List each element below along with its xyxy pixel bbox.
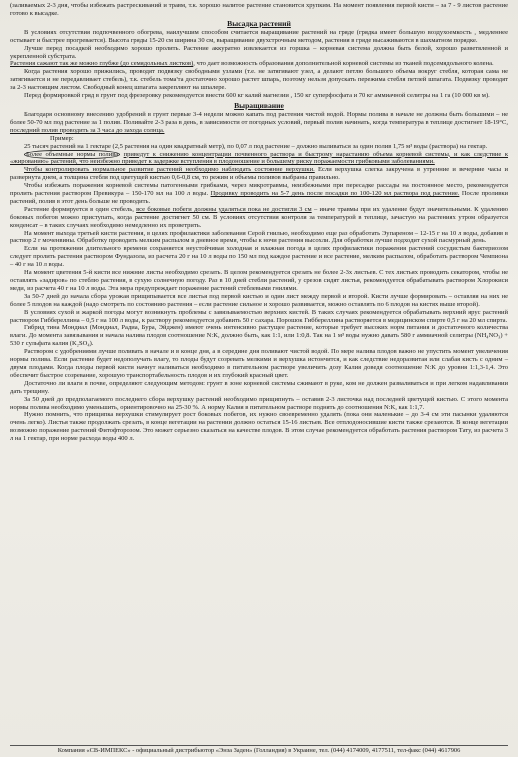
planting-paragraph-2: Лучше перед посадкой необходимо хорошо пролить. Растение аккуратно извлекается из горшка – корневая система должна быть белой, хорошо разветвленной и укрепленной субстрата.	[10, 44, 508, 60]
growing-paragraph-9: На момент цветения 5-й кисти все нижние листы необходимо срезать. В целом рекомендуется срезать не более 2-3х листьев. С тех листьях проводить секатором, чтобы не оставлять «задиров» по стеблю растения, в сухую солнечную погоду. Раз в 10 дней стебли растений, у срезов сидят листья, рекомендуется обрабатывать раствором Хлорокиси меди, из расчета 40 г на 10 л воды. Эта мера предупреждает поражение растений стеблевыми гнилями.	[10, 269, 508, 292]
growing-paragraph-16: Нужно помнить, что прищипка верхушки стимулирует рост боковых побегов, их нужно своевременно удалять (пока они маленькие – до 3-4 см эти пасынки удаляются очень легко). Листья также продолжать срезать, в конце вегетации на растении должно остаться 15-16 листьев. Все отплодоносившие кисти также срезаются. В конце вегетации возможно поражение растений Фитофторозом. Это может серьезно сказаться на качестве плодов. В этом случае рекомендуется обработать растения раствором Тату, из расчета 3 л на 1 гектар, при норме расхода воды 400 л.	[10, 411, 508, 443]
growing-paragraph-2: 25 тысяч растений на 1 гектаре (2,5 растения на один квадратный метр), по 0,07 л под растение – должно выливаться за один полив 1,75 м³ воды (раствора) на гектар.	[24, 142, 488, 150]
growing-paragraph-5-text: Чтобы избежать поражения корневой системы патогенными грибками, через микротравмы, неизбежными при пересадке рассады на постоянное место, рекомендуется пролить растения раствором Превикура – 150-170 мл на 100 л воды.	[10, 182, 508, 198]
planting-paragraph-3-rest: , что дает возможность образования дополнительной корневой системы из тканей подсемядольного колена.	[193, 60, 494, 68]
planting-paragraph-1: В условиях отсутствия подпочвенного обогрева, наилучшим способом считается выращивание растений на гряде (грядка имеет большую воздухоемкость , медленнее остывает и быстрее прогревается). Высота гряды 15-20 см ширина 30 см, выращивание двухстрочным методом, растения в гряде высаживаются в шахматном порядке.	[10, 28, 508, 44]
growing-paragraph-13: Раствором с удобрениями лучше поливать в начале и в конце дня, а в середине дня поливают чистой водой. По мере налива плодов важно не упустить момент увеличения нормы полива. Если растение будет недополучать влагу, то плоды будут созревать мелкими и верхушка истончится, и как следствие недоразвитая или слабая кисть с одним – двумя плодами. Когда плоды первой кисти начнут наливаться необходимо в питательном растворе увеличить дозу Калия доведя соотношение N:K до уровня 1:1,3-1,4. Это обеспечит быстрое созревание, хорошую транспортабельность плодов и их глубокий красный цвет.	[10, 348, 508, 379]
growing-paragraph-3	[10, 151, 508, 167]
growing-paragraph-14: Достаточно ли влаги в почве, определяют следующим методом: грунт в зоне корневой системы сжимают в руке, ком не должен разваливаться и при легком надавливании дать трещину.	[10, 379, 508, 395]
planting-deep-highlight: Растения сажают так же можно глубже (до семядольных листков)	[10, 60, 194, 68]
planting-paragraph-5: Перед формировкой гряд в грунт под фрезеровку рекомендуется внести 600 кг калий магнезии , 150 кг суперфосфата и 70 кг аммиачной селитры на 1 га (10 000 кв м).	[24, 92, 490, 100]
growing-paragraph-5	[10, 182, 508, 206]
growing-paragraph-5-rest: После проливки растений, полив в этот день больше не проводить.	[10, 190, 509, 205]
growing-paragraph-1-text: Благодаря основному внесению удобрений в грунт первые 3-4 недели можно капать под растения чистой водой. Нормы полива в начале не должны быть большими – не более 50-70 мл под растение за 1 полив. Поливайте 2-3 раза в день, в зависимости от погодных условий, первый полив начинать, когда температура в теплице достигнет 18-19°С,	[10, 110, 508, 126]
growing-paragraph-7: На момент выхода третьей кисти растения, в целях профилактики заболевания Серой гнилью, необходимо еще раз обработать Эупареном – 12-15 г на 10 л воды, добавив в раствор 2 г моченвины. Обработку проводить мелким распылом в дневное время, чтобы к ночи растения высохли. Для обработки лучше подходит сухой пасмурный день.	[10, 229, 508, 245]
growing-paragraph-1	[10, 111, 508, 135]
intro-paragraph: (заливаемых 2-3 дня, чтобы избежать растрескиваний и травм, т.к. хорошо налитое растение становится хрупким. На момент появления первой кисти – за 7 - 9 листов растение готово к высадке.	[10, 2, 508, 17]
growing-paragraph-15: За 50 дней до предполагаемого последнего сбора верхушку растений необходимо прищипнуть – оставив 2-3 листочка над последней цветущей кистью. С этого момента нормы полива необходимо уменьшить, ориентировочно на 25-30 %. А норму Калия в питательном растворе поднять до соотношения N:K, как 1:1,7.	[10, 395, 508, 411]
tip-control-highlight: Чтобы контролировать нормальное развитие растений необходимо наблюдать состояние верхушки.	[24, 166, 315, 174]
planting-paragraph-3	[10, 60, 508, 68]
root-system-highlight: приведут к снижению концентрации почвенного раствора и быстрому нарастанию объема корневой системы, и как следствие к «жированию» растений, что неизбежно приведет к задержке вступления в плодоношение и большему риску поражаемости грибковыми заболеваниями.	[10, 150, 509, 166]
previcur-highlight: Продивку проводить на 5-7 день после посадки по 100-120 мл раствора под растение.	[210, 190, 460, 198]
volume-norms-circled: Более объемные нормы полива	[26, 150, 119, 158]
growing-paragraph-6-text: Растение формируется в один стебель,	[24, 205, 134, 213]
section-title-planting: Высадка растений	[227, 18, 291, 28]
last-watering-highlight: последний полив проводить за 3 часа до захода солнца.	[10, 126, 165, 134]
company-footer: Компания «СВ-ИМПЕКС» - официальный дистрибьютор «Энза Заден» (Голландия) в Украине, тел. (044) 4174009, 4177511, тел-факс (044) 4617906	[10, 745, 508, 755]
growing-paragraph-12: Гибрид тина Мондиал (Мондиал, Радиа, Бура, Эйджен) имеют очень интенсивно растущее растение, которые требует высоких норм питания и достаточного количества влаги. До момента завязывания и начала налива плодов соотношение N:K, должно быть, как 1:1, или 1:0,8. Так на 1 м³ воды нужно давать 580 г аммиачной селитры (NH₄NO₃) + 530 г сульфата калия (K₂SO₄).	[10, 324, 508, 348]
section-title-growing: Выращивание	[234, 100, 284, 110]
example-label: Пример:	[50, 134, 74, 142]
growing-paragraph-8: Если на протяжении длительного времени сохраняется неустойчивая холодная и влажная погода в целях профилактики поражения растений сосудистым бактериозом следует пролить растения раствором Фундазола, из расчета 20 г на 10 л воды по 150 мл под каждое растение и все растение, мелким распылом, обработать раствором Чемпиона – 40 г на 10 л воды.	[10, 245, 508, 269]
side-shoots-highlight: все боковые побеги должны удаляться пока не достигли 3 см	[136, 205, 312, 213]
growing-paragraph-4	[10, 166, 508, 182]
growing-paragraph-11: В условиях сухой и жаркой погоды могут возникнуть проблемы с завязываемостью верхних кистей. В таких случаях рекомендуется обрабатывать верхний ярус растений раствором Гиббереллина – 0,5 г на 100 л воды, к раствору рекомендуется добавить 50 г сахара. Порошок Гиббереллина растворяется в медицинском спирте 0,5 г на 20 мл спирта.	[10, 308, 508, 324]
planting-paragraph-4: Когда растения хорошо прижились, проводят подвязку свободными узлами (т.е. не затягивают узел, а делают петлю большого объема вокруг стебля, которая сама не затягивается и не передавливает стебель), т.к. стебель тома'та достаточно хорошо растет шпарь, поэтому нельзя допускать пережима стебля петлей шпагата. Подвязку проводят за 2-3 настоящим листом. Свободный конец шпагата закрепляют на шпалере.	[10, 68, 508, 92]
growing-paragraph-10: За 50-7 дней до начала сбора урожая прищипывается все листья под первой кистью и один лист между первой и второй. Кисти лучше формировать – оставляя на них не более 5 плодов на каждой (надо смотреть по состоянию растения – если растение сильное и хорошо развивается, можно оставлять по 6 плодов на кистях выше второй).	[10, 292, 508, 308]
growing-paragraph-4-rest: Если верхушка слегка закручена в утренние и вечерние часы и развернута днем, а толщина стебля под цветущей кистью 0,6-0,8 см, то режим и объемы поливов выбраны правильно.	[10, 166, 508, 182]
growing-paragraph-6	[10, 206, 508, 230]
growing-paragraph-6-rest: – иначе травмы при их удаление будут значительными. К удалению боковых побегов можно приступать, когда растение достигнет 50 см. В условиях отсутствия контроля за температурой в теплице, зачастую на растениях утром образуется конденсат – в таких случаях необходимо немедленно их проветрить.	[10, 205, 509, 229]
